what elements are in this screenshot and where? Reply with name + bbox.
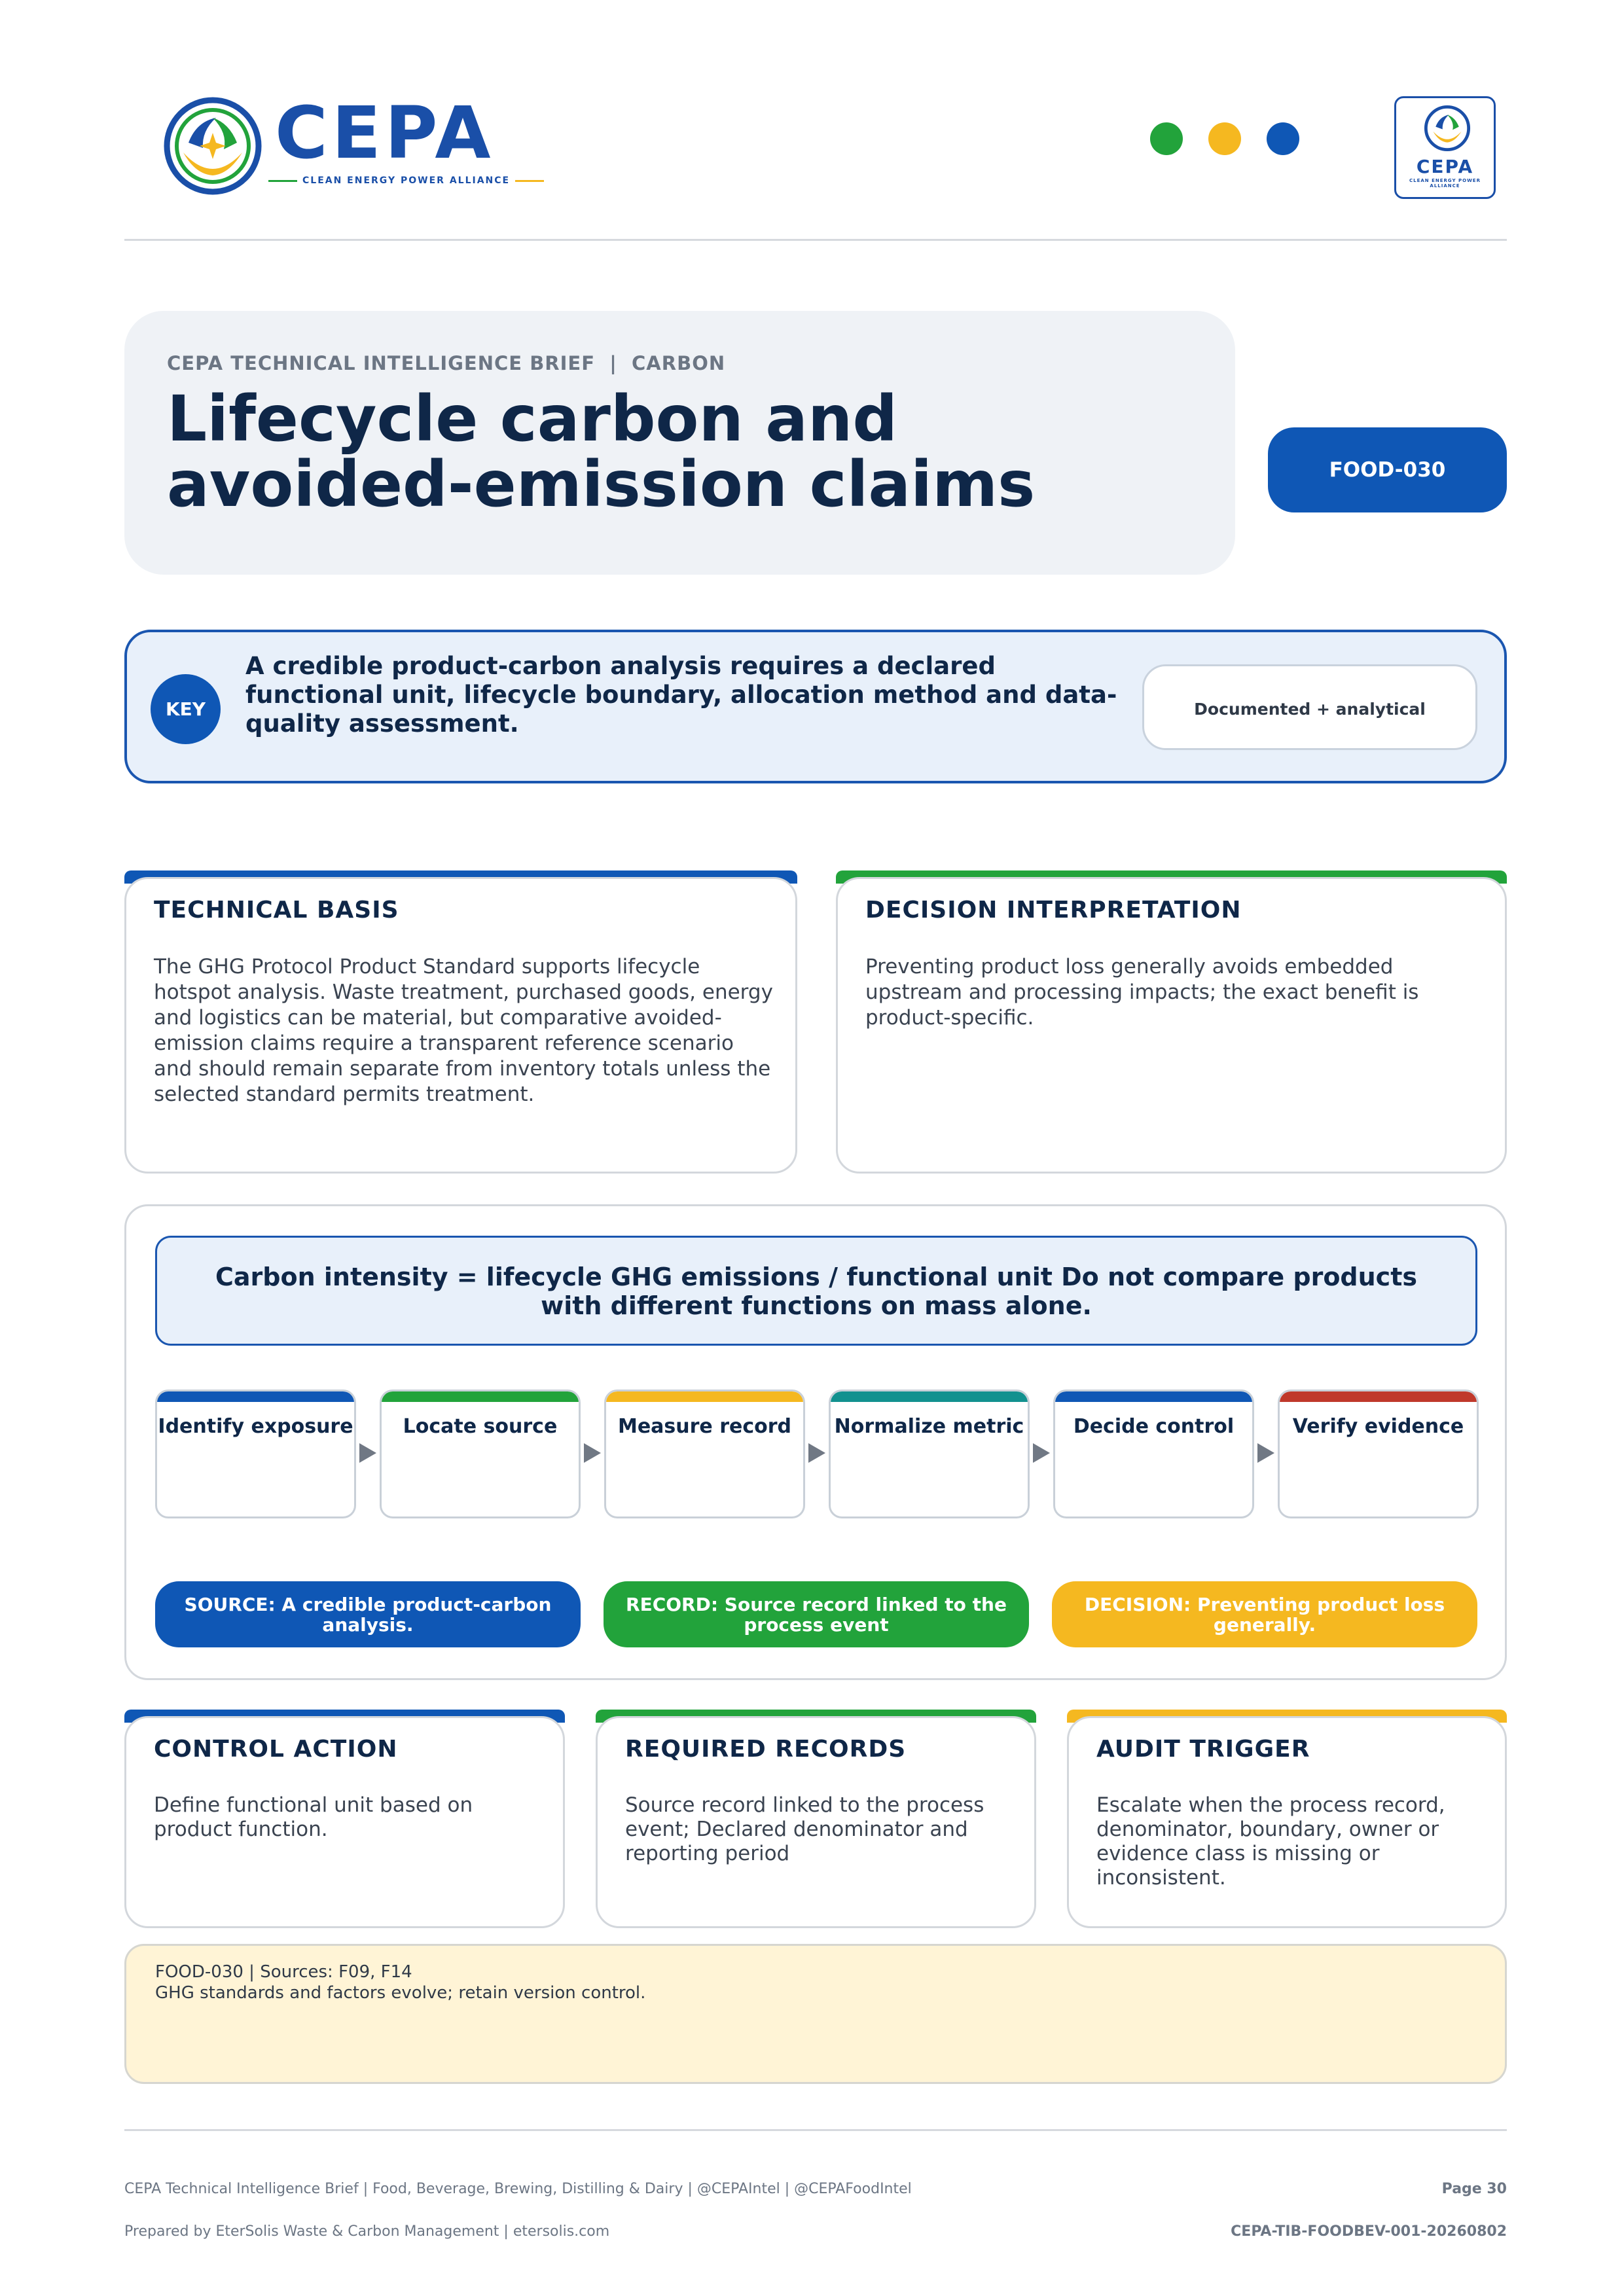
brief-eyebrow: CEPA TECHNICAL INTELLIGENCE BRIEF | CARBON	[167, 352, 726, 374]
arrow-right-icon	[359, 1443, 376, 1463]
note-sources: FOOD-030 | Sources: F09, F14	[155, 1962, 412, 1982]
cepa-badge	[1394, 96, 1496, 199]
badge-wordmark: CEPA	[1416, 156, 1474, 177]
footer-prepared-by: Prepared by EterSolis Waste & Carbon Management | etersolis.com	[124, 2223, 610, 2240]
audit-trigger-title: AUDIT TRIGGER	[1096, 1736, 1310, 1763]
green-dot	[1150, 122, 1183, 155]
document-id: CEPA-TIB-FOODBEV-001-20260802	[1231, 2223, 1507, 2240]
required-records-title: REQUIRED RECORDS	[625, 1736, 907, 1763]
badge-tagline: CLEAN ENERGY POWER ALLIANCE	[1409, 178, 1481, 188]
arrow-right-icon	[1257, 1443, 1274, 1463]
step-decide-control: Decide control	[1053, 1390, 1254, 1518]
source-pill: SOURCE: A credible product-carbon analysis.	[155, 1581, 581, 1647]
control-action-title: CONTROL ACTION	[154, 1736, 398, 1763]
step-identify-exposure: Identify exposure	[155, 1390, 356, 1518]
step-locate-source: Locate source	[380, 1390, 581, 1518]
cepa-logo	[164, 92, 563, 203]
decision-interpretation-body: Preventing product loss generally avoids embedded upstream and processing impacts; the exact benefit is product-specific.	[865, 955, 1419, 1030]
technical-basis-body: The GHG Protocol Product Standard supports lifecycle hotspot analysis. Waste treatment, purchased goods, energy and logistics can be material, but comparative avoided-emission claims require a transparent reference scenario and should remain separate from inventory totals unless the selected standard permits treatment.	[154, 955, 773, 1106]
brief-code-badge: FOOD-030	[1268, 427, 1507, 512]
header-divider	[124, 239, 1507, 241]
arrow-right-icon	[1033, 1443, 1050, 1463]
record-pill: RECORD: Source record linked to the process event	[604, 1581, 1029, 1647]
logo-tagline: CLEAN ENERGY POWER ALLIANCE	[268, 175, 544, 186]
step-measure-record: Measure record	[604, 1390, 805, 1518]
cepa-emblem-small-icon	[1424, 105, 1471, 152]
control-action-body: Define functional unit based on product function.	[154, 1793, 473, 1841]
arrow-right-icon	[584, 1443, 601, 1463]
key-finding-text: A credible product-carbon analysis requires a declared functional unit, lifecycle boundary, allocation method and data-quality assessment.	[245, 652, 1117, 738]
decision-interpretation-title: DECISION INTERPRETATION	[865, 897, 1242, 924]
decision-pill: DECISION: Preventing product loss generally.	[1052, 1581, 1477, 1647]
key-badge: KEY	[151, 674, 221, 744]
arrow-right-icon	[808, 1443, 825, 1463]
blue-dot	[1267, 122, 1299, 155]
page-number: Page 30	[1441, 2181, 1507, 2197]
footer-divider	[124, 2129, 1507, 2131]
page-title: Lifecycle carbon and avoided-emission claims	[167, 382, 1036, 521]
step-normalize-metric: Normalize metric	[829, 1390, 1030, 1518]
yellow-dot	[1208, 122, 1241, 155]
logo-wordmark: CEPA	[275, 91, 495, 175]
formula-box: Carbon intensity = lifecycle GHG emissions / functional unit Do not compare products with different functions on mass alone.	[155, 1236, 1477, 1346]
footer-publication-line: CEPA Technical Intelligence Brief | Food, Beverage, Brewing, Distilling & Dairy | @CEPAIntel | @CEPAFoodIntel	[124, 2181, 912, 2197]
evidence-class-pill: Documented + analytical	[1142, 664, 1477, 750]
cepa-emblem-icon	[164, 97, 262, 195]
audit-trigger-body: Escalate when the process record, denominator, boundary, owner or evidence class is missing or inconsistent.	[1096, 1793, 1445, 1890]
step-verify-evidence: Verify evidence	[1278, 1390, 1479, 1518]
note-caveat: GHG standards and factors evolve; retain version control.	[155, 1983, 646, 2003]
required-records-body: Source record linked to the process event; Declared denominator and reporting period	[625, 1793, 984, 1865]
technical-basis-title: TECHNICAL BASIS	[154, 897, 399, 924]
